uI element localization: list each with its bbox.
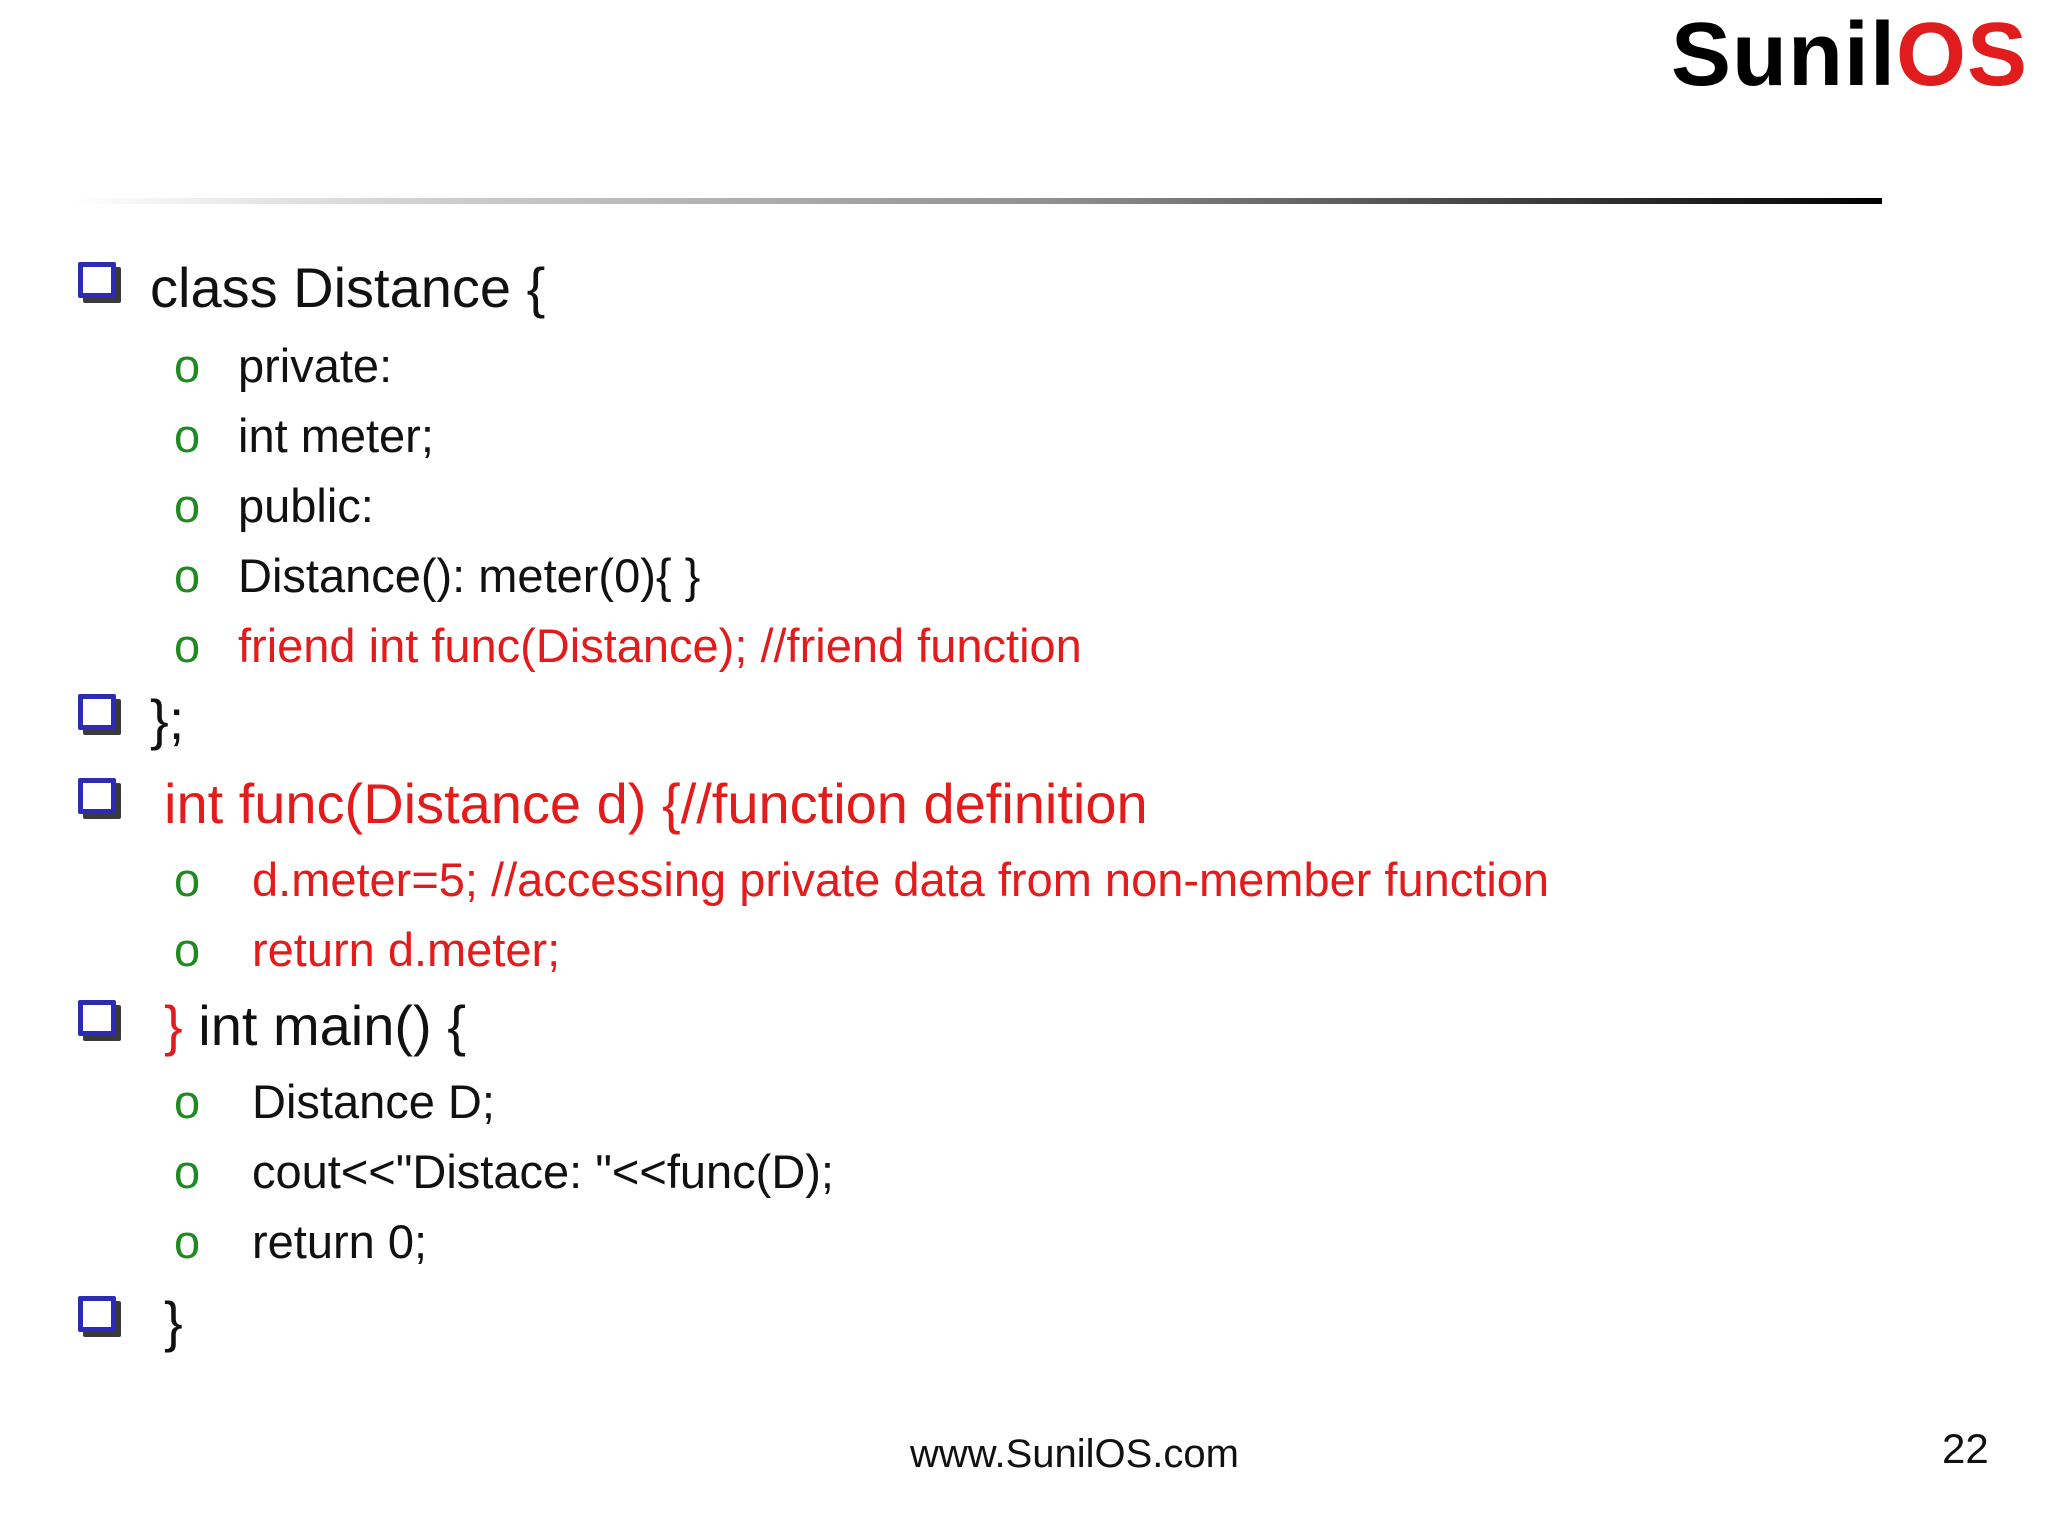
sub-item-text: private: xyxy=(238,339,393,392)
logo-part-sunil: Sunil xyxy=(1670,5,1896,105)
bullet-text: class Distance { xyxy=(150,256,546,319)
main-signature: int main() { xyxy=(182,994,466,1057)
sub-item-text-highlight: d.meter=5; //accessing private data from non-member function xyxy=(252,853,1550,906)
sub-item-text: return 0; xyxy=(252,1215,428,1268)
circle-bullet-icon: o xyxy=(174,409,201,462)
sub-item-text: Distance(): meter(0){ } xyxy=(238,549,701,602)
closing-brace-highlight: } xyxy=(164,994,183,1057)
circle-bullet-icon: o xyxy=(174,549,201,602)
sub-item-text: public: xyxy=(238,479,374,532)
header-divider xyxy=(70,198,1882,204)
square-bullet-icon xyxy=(78,1000,116,1036)
circle-bullet-icon: o xyxy=(174,923,201,976)
bullet-text-highlight: int func(Distance d) {//function definition xyxy=(164,772,1148,835)
footer-website: www.SunilOS.com xyxy=(910,1432,1239,1476)
slide-number: 22 xyxy=(1942,1425,1989,1472)
square-bullet-icon xyxy=(78,262,116,298)
sub-item-text: int meter; xyxy=(238,409,434,462)
square-bullet-icon xyxy=(78,778,116,814)
bullet-text: } xyxy=(164,1290,183,1353)
bullet-text xyxy=(164,994,466,1057)
circle-bullet-icon: o xyxy=(174,1215,201,1268)
sub-item-text: Distance D; xyxy=(252,1075,495,1128)
circle-bullet-icon: o xyxy=(174,339,201,392)
bullet-text: }; xyxy=(150,688,185,751)
square-bullet-icon xyxy=(78,694,116,730)
square-bullet-icon xyxy=(78,1296,116,1332)
circle-bullet-icon: o xyxy=(174,479,201,532)
circle-bullet-icon: o xyxy=(174,1145,201,1198)
sub-item-text-highlight: friend int func(Distance); //friend function xyxy=(238,619,1082,672)
sub-item-text: cout<<"Distace: "<<func(D); xyxy=(252,1145,834,1198)
sunilos-logo xyxy=(1670,5,2028,105)
sub-item-text-highlight: return d.meter; xyxy=(252,923,561,976)
circle-bullet-icon: o xyxy=(174,853,201,906)
circle-bullet-icon: o xyxy=(174,1075,201,1128)
logo-part-os: OS xyxy=(1895,5,2028,105)
circle-bullet-icon: o xyxy=(174,619,201,672)
